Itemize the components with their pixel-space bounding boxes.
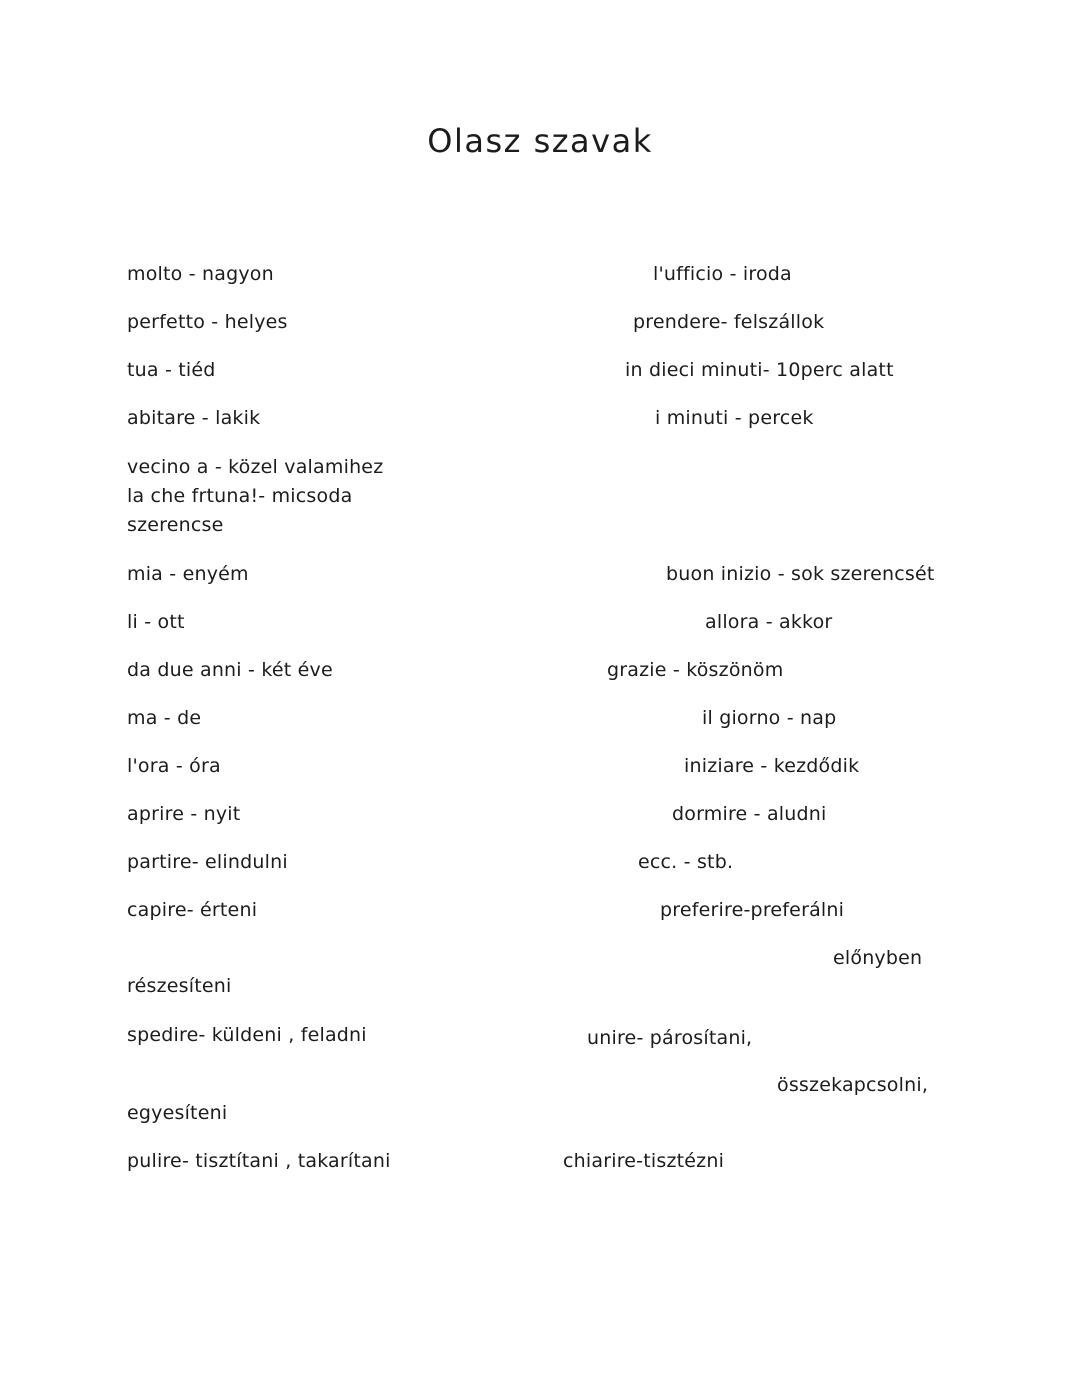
vocab-line-right: buon inizio - sok szerencsét xyxy=(666,563,935,585)
vocab-line-left: molto - nagyon xyxy=(127,263,274,285)
vocab-line-right: előnyben xyxy=(833,947,923,969)
vocab-line-left: ma - de xyxy=(127,707,202,729)
vocab-line-right: unire- párosítani, xyxy=(587,1027,753,1049)
vocab-line-left: mia - enyém xyxy=(127,563,249,585)
vocab-line-right: dormire - aludni xyxy=(672,803,827,825)
vocab-line-left: abitare - lakik xyxy=(127,407,261,429)
vocab-line-left: li - ott xyxy=(127,611,185,633)
vocab-line-right: chiarire-tisztézni xyxy=(563,1150,725,1172)
vocab-line-left: la che frtuna!- micsoda xyxy=(127,485,353,507)
vocab-line-right: ecc. - stb. xyxy=(638,851,734,873)
vocab-line-right: il giorno - nap xyxy=(702,707,837,729)
vocab-line-right: prendere- felszállok xyxy=(633,311,825,333)
vocab-line-right: grazie - köszönöm xyxy=(607,659,784,681)
vocab-line-left: da due anni - két éve xyxy=(127,659,333,681)
vocab-line-left: pulire- tisztítani , takarítani xyxy=(127,1150,391,1172)
vocab-line-left: l'ora - óra xyxy=(127,755,221,777)
vocab-line-left: tua - tiéd xyxy=(127,359,216,381)
vocab-line-left: részesíteni xyxy=(127,975,232,997)
vocab-line-right: in dieci minuti- 10perc alatt xyxy=(625,359,894,381)
vocab-line-left: partire- elindulni xyxy=(127,851,288,873)
vocab-line-left: vecino a - közel valamihez xyxy=(127,456,384,478)
vocab-line-right: i minuti - percek xyxy=(655,407,814,429)
document-title: Olasz szavak xyxy=(427,122,653,160)
vocab-line-right: preferire-preferálni xyxy=(660,899,845,921)
vocab-line-right: allora - akkor xyxy=(705,611,833,633)
vocab-line-right: összekapcsolni, xyxy=(777,1074,929,1096)
vocab-line-left: perfetto - helyes xyxy=(127,311,288,333)
vocab-line-left: egyesíteni xyxy=(127,1102,228,1124)
vocab-line-left: spedire- küldeni , feladni xyxy=(127,1024,367,1046)
vocab-line-left: capire- érteni xyxy=(127,899,258,921)
vocab-line-right: l'ufficio - iroda xyxy=(653,263,792,285)
vocab-line-left: aprire - nyit xyxy=(127,803,241,825)
vocab-line-right: iniziare - kezdődik xyxy=(684,755,860,777)
vocab-line-left: szerencse xyxy=(127,514,224,536)
